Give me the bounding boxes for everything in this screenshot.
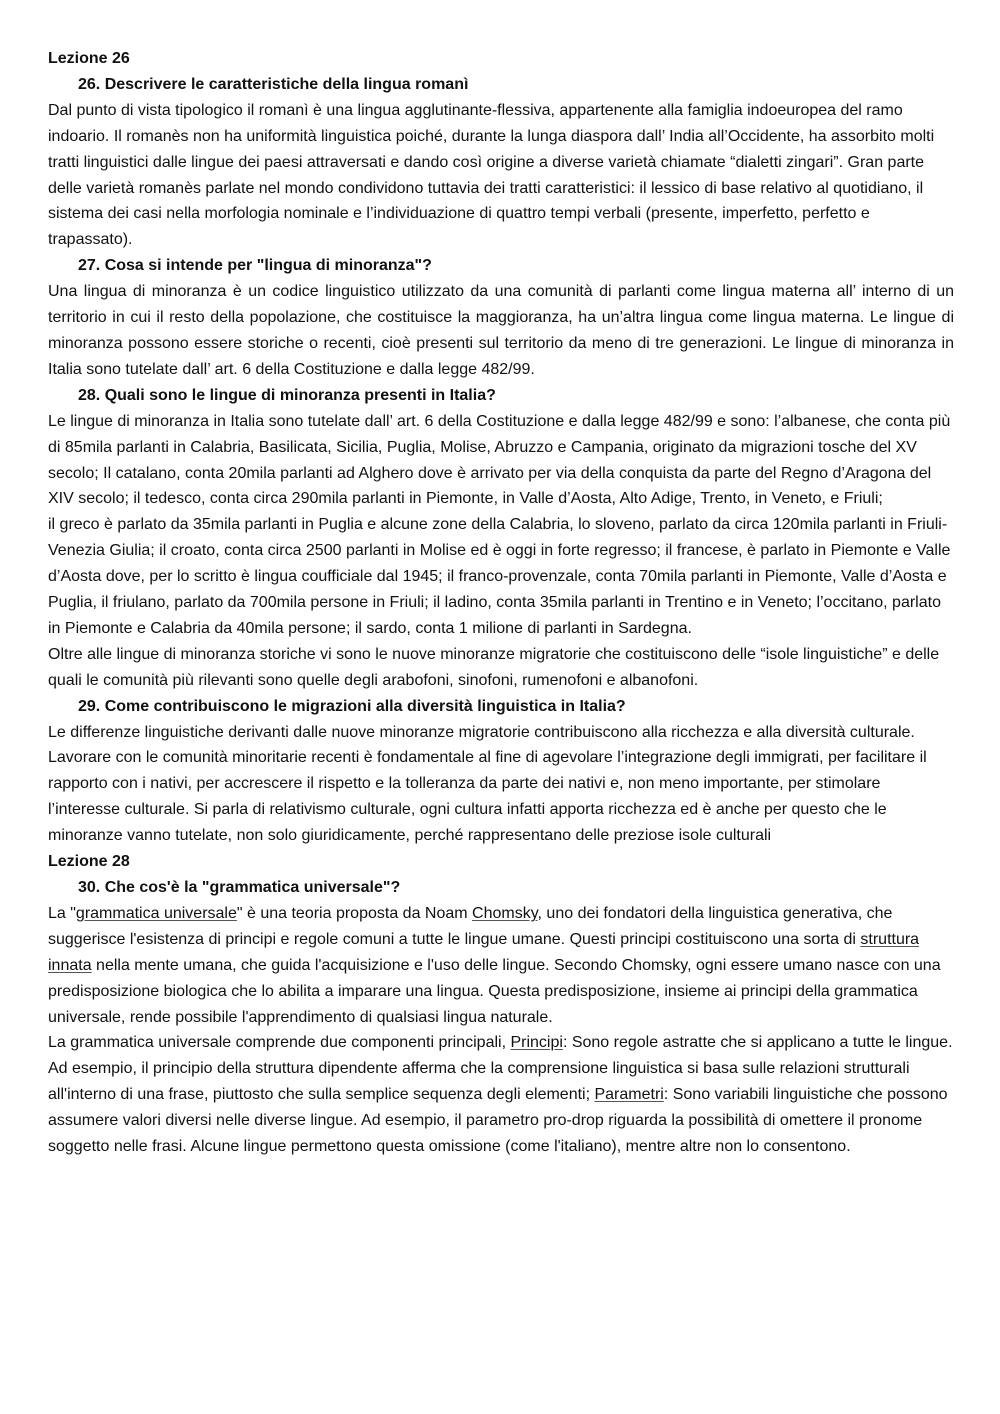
- link-principi[interactable]: Principi: [510, 1034, 563, 1052]
- link-parametri[interactable]: Parametri: [594, 1086, 664, 1104]
- question-26: 26. Descrivere le caratteristiche della lingua romanì: [78, 75, 469, 93]
- text-run: : Sono regole astratte che si applicano a tutte le lingue. Ad esempio, il principio della struttura dipendente afferma che la comprensione linguistica si basa sulle relazioni strutturali all'interno di una frase, piuttosto che sulla semplice sequenza degli elementi;: [48, 1034, 953, 1104]
- question-29: 29. Come contribuiscono le migrazioni alla diversità linguistica in Italia?: [78, 697, 626, 715]
- answer-30-paragraph-2: [48, 1030, 954, 1160]
- answer-30-paragraph-1: [48, 901, 954, 1031]
- question-30: 30. Che cos'è la "grammatica universale"?: [78, 879, 401, 896]
- text-run: , uno dei fondatori della linguistica generativa, che suggerisce l'esistenza di principi e regole comuni a tutte le lingue umane. Questi principi costituiscono una sorta di: [48, 904, 893, 948]
- link-chomsky[interactable]: Chomsky: [472, 904, 538, 922]
- answer-28-paragraph-1: Le lingue di minoranza in Italia sono tutelate dall’ art. 6 della Costituzione e dalla legge 482/99 e sono: l’albanese, che conta più di 85mila parlanti in Calabria, Basilicata, Sicilia, Puglia, Molise, Abruzzo e Campania, originato da migrazioni tosche del XV secolo; Il catalano, conta 20mila parlanti ad Alghero dove è arrivato per via della conquista da parte del Regno d’Aragona del XIV secolo; il tedesco, conta circa 290mila parlanti in Piemonte, in Valle d’Aosta, Alto Adige, Trento, in Veneto, e Friuli;: [48, 412, 951, 508]
- answer-28-paragraph-2: il greco è parlato da 35mila parlanti in Puglia e alcune zone della Calabria, lo sloveno, parlato da circa 120mila parlanti in Friuli-Venezia Giulia; il croato, conta circa 2500 parlanti in Molise ed è oggi in forte regresso; il francese, è parlato in Piemonte e Valle d’Aosta dove, per lo scritto è lingua coufficiale dal 1945; il franco-provenzale, conta 70mila parlanti in Piemonte, Valle d’Aosta e Puglia, il friulano, parlato da 700mila persone in Friuli; il ladino, conta 35mila parlanti in Trentino e in Veneto; l’occitano, parlato in Piemonte e Calabria da 40mila persone; il sardo, conta 1 milione di parlanti in Sardegna.: [48, 516, 951, 637]
- question-28: 28. Quali sono le lingue di minoranza presenti in Italia?: [78, 386, 496, 404]
- answer-29: Le differenze linguistiche derivanti dalle nuove minoranze migratorie contribuiscono alla ricchezza e alla diversità culturale. Lavorare con le comunità minoritarie recenti è fondamentale al fine di agevolare l’integrazione degli immigrati, per facilitare il rapporto con i nativi, per accrescere il rispetto e la tolleranza da parte dei nativi e, non meno importante, per stimolare l’interesse culturale. Si parla di relativismo culturale, ogni cultura infatti apporta ricchezza ed è anche per questo che le minoranze vanno tutelate, non solo giuridicamente, perché rappresentano delle preziose isole culturali: [48, 723, 927, 845]
- answer-26: Dal punto di vista tipologico il romanì è una lingua agglutinante-flessiva, appartenente alla famiglia indoeuropea del ramo indoario. Il romanès non ha uniformità linguistica poiché, durante la lunga diaspora dall’ India all’Occidente, ha assorbito molti tratti linguistici dalle lingue dei paesi attraversati e dando così origine a diverse varietà chiamate “dialetti zingari”. Gran parte delle varietà romanès parlate nel mondo condividono tuttavia dei tratti caratteristici: il lessico di base relativo al quotidiano, il sistema dei casi nella morfologia nominale e l’individuazione di quattro tempi verbali (presente, imperfetto, perfetto e trapassato).: [48, 101, 935, 249]
- answer-28-paragraph-3: Oltre alle lingue di minoranza storiche vi sono le nuove minoranze migratorie che costituiscono delle “isole linguistiche” e delle quali le comunità più rilevanti sono quelle degli arabofoni, sinofoni, rumenofoni e albanofoni.: [48, 645, 940, 689]
- answer-27: Una lingua di minoranza è un codice linguistico utilizzato da una comunità di parlanti come lingua materna all’ interno di un territorio in cui il resto della popolazione, che costituisce la maggioranza, ha un’altra lingua come lingua materna. Le lingue di minoranza possono essere storiche o recenti, cioè presenti sul territorio da meno di tre generazioni. Le lingue di minoranza in Italia sono tutelate dall’ art. 6 della Costituzione e dalla legge 482/99.: [48, 283, 954, 378]
- text-run: La ": [48, 904, 76, 922]
- text-run: " è una teoria proposta da Noam: [236, 904, 473, 922]
- lesson-heading: Lezione 26: [48, 50, 130, 67]
- link-struttura-innata[interactable]: struttura innata: [48, 930, 920, 974]
- document-page: [48, 46, 954, 1160]
- text-run: nella mente umana, che guida l'acquisizione e l'uso delle lingue. Secondo Chomsky, ogni essere umano nasce con una predisposizione biologica che lo abilita a imparare una lingua. Questa predisposizione, insieme ai principi della grammatica universale, rende possibile l'apprendimento di qualsiasi lingua naturale.: [48, 956, 941, 1026]
- link-grammatica-universale[interactable]: grammatica universale: [75, 904, 237, 922]
- lesson-heading: Lezione 28: [48, 853, 130, 871]
- text-run: La grammatica universale comprende due componenti principali,: [48, 1034, 511, 1052]
- text-run: : Sono variabili linguistiche che possono assumere valori diversi nelle diverse lingue. Ad esempio, il parametro pro-drop riguarda la possibilità di omettere il pronome soggetto nelle frasi. Alcune lingue permettono questa omissione (come l'italiano), mentre altre non lo consentono.: [48, 1086, 948, 1156]
- question-27: 27. Cosa si intende per "lingua di minoranza"?: [78, 257, 432, 275]
